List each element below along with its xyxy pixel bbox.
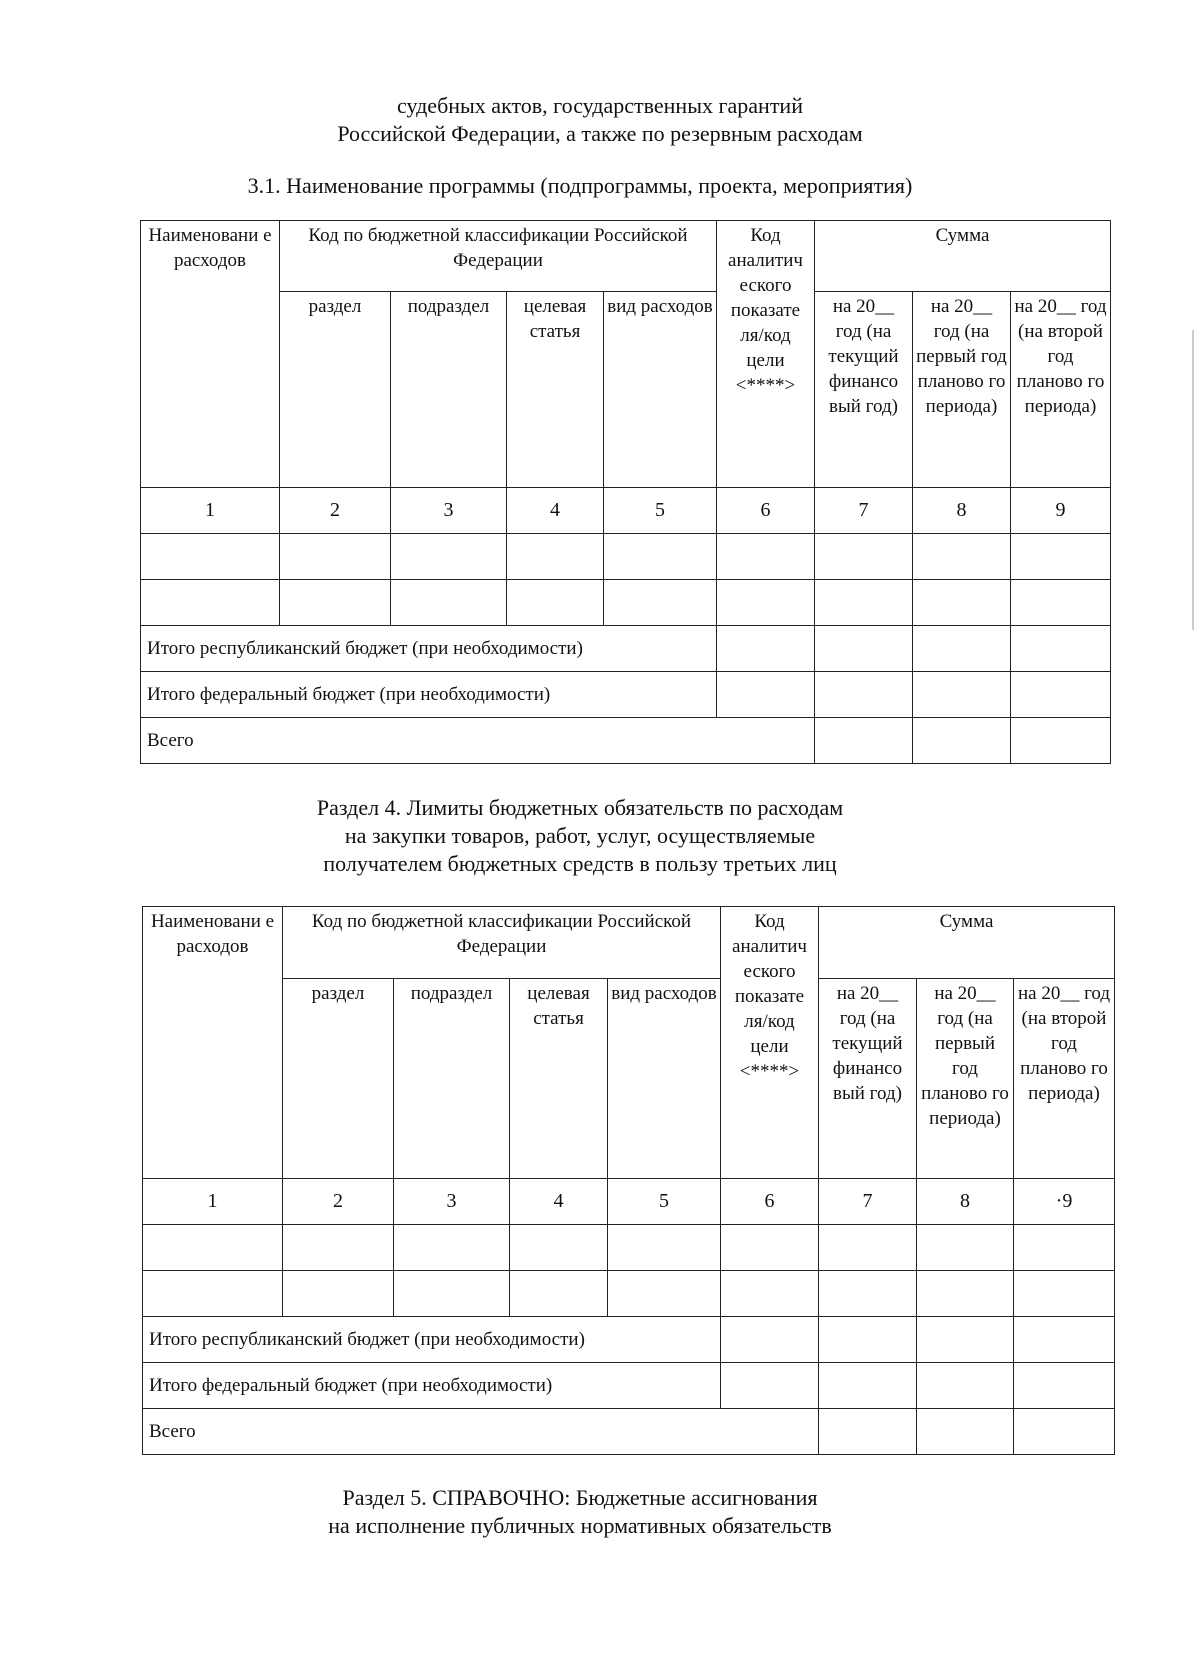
- header-bk-code: Код по бюджетной классификации Российской Федерации: [280, 221, 717, 292]
- column-number: 5: [608, 1179, 721, 1225]
- empty-cell: [913, 672, 1011, 718]
- total-row-all: [143, 1409, 1115, 1455]
- empty-cell: [917, 1363, 1014, 1409]
- empty-cell: [913, 718, 1011, 764]
- empty-cell: [913, 626, 1011, 672]
- empty-cell: [1014, 1363, 1115, 1409]
- section-3-1-title: 3.1. Наименование программы (подпрограммы, проекта, мероприятия): [247, 173, 913, 198]
- budget-table-section-3-1: [140, 220, 1111, 764]
- total-republic-label: Итого республиканский бюджет (при необходимости): [143, 1317, 721, 1363]
- empty-cell: [1011, 718, 1111, 764]
- column-number: 7: [819, 1179, 917, 1225]
- empty-cell: [717, 672, 815, 718]
- total-row-federal: [141, 672, 1111, 718]
- column-number: 9: [1011, 488, 1111, 534]
- empty-cell: [608, 1271, 721, 1317]
- header-celevaya-statya: целевая статья: [507, 292, 604, 488]
- empty-cell: [721, 1363, 819, 1409]
- header-vid-raskhodov: вид расходов: [604, 292, 717, 488]
- empty-cell: [917, 1317, 1014, 1363]
- section-4-title-line-3: получателем бюджетных средств в пользу третьих лиц: [323, 851, 837, 876]
- total-all-label: Всего: [143, 1409, 819, 1455]
- empty-cell: [913, 580, 1011, 626]
- header-analytic-code: Код аналитич еского показате ля/код цели <****>: [721, 907, 819, 1179]
- header-podrazdel: подраздел: [391, 292, 507, 488]
- empty-cell: [604, 580, 717, 626]
- empty-cell: [391, 580, 507, 626]
- empty-cell: [917, 1271, 1014, 1317]
- header-vid-raskhodov: вид расходов: [608, 979, 721, 1179]
- empty-cell: [1014, 1271, 1115, 1317]
- header-bk-code: Код по бюджетной классификации Российской Федерации: [283, 907, 721, 979]
- empty-cell: [510, 1271, 608, 1317]
- total-federal-label: Итого федеральный бюджет (при необходимости): [143, 1363, 721, 1409]
- empty-cell: [1014, 1225, 1115, 1271]
- empty-cell: [280, 534, 391, 580]
- empty-cell: [917, 1409, 1014, 1455]
- column-number: 2: [280, 488, 391, 534]
- empty-cell: [815, 580, 913, 626]
- empty-cell: [819, 1409, 917, 1455]
- empty-cell: [819, 1363, 917, 1409]
- total-all-label: Всего: [141, 718, 815, 764]
- column-number: 6: [721, 1179, 819, 1225]
- header-celevaya-statya: целевая статья: [510, 979, 608, 1179]
- column-number: 2: [283, 1179, 394, 1225]
- header-name: Наименовани е расходов: [141, 221, 280, 488]
- section-4-title-line-2: на закупки товаров, работ, услуг, осуществляемые: [344, 823, 816, 848]
- total-row-all: [141, 718, 1111, 764]
- empty-cell: [721, 1317, 819, 1363]
- empty-cell: [917, 1225, 1014, 1271]
- section-4-title-line-1: Раздел 4. Лимиты бюджетных обязательств по расходам: [316, 795, 844, 820]
- empty-cell: [815, 534, 913, 580]
- column-number: 3: [394, 1179, 510, 1225]
- column-number: 4: [510, 1179, 608, 1225]
- empty-cell: [913, 534, 1011, 580]
- budget-table-section-4: [142, 906, 1115, 1455]
- header-year-first-plan: на 20__ год (на первый год планово го периода): [917, 979, 1014, 1179]
- empty-cell: [608, 1225, 721, 1271]
- total-row-federal: [143, 1363, 1115, 1409]
- column-number: 1: [143, 1179, 283, 1225]
- empty-cell: [507, 580, 604, 626]
- empty-cell: [391, 534, 507, 580]
- empty-cell: [721, 1225, 819, 1271]
- empty-cell: [143, 1225, 283, 1271]
- section-5-title-line-1: Раздел 5. СПРАВОЧНО: Бюджетные ассигнования: [342, 1485, 818, 1510]
- header-name: Наименовани е расходов: [143, 907, 283, 1179]
- empty-cell: [717, 626, 815, 672]
- empty-cell: [280, 580, 391, 626]
- column-number: 8: [917, 1179, 1014, 1225]
- section-5-title-line-2: на исполнение публичных нормативных обязательств: [328, 1513, 832, 1538]
- empty-cell: [815, 718, 913, 764]
- empty-cell: [721, 1271, 819, 1317]
- empty-cell: [819, 1225, 917, 1271]
- header-podrazdel: подраздел: [394, 979, 510, 1179]
- empty-cell: [1011, 626, 1111, 672]
- header-analytic-code: Код аналитич еского показате ля/код цели <****>: [717, 221, 815, 488]
- header-year-current: на 20__ год (на текущий финансо вый год): [819, 979, 917, 1179]
- empty-cell: [283, 1225, 394, 1271]
- empty-cell: [717, 534, 815, 580]
- total-row-republic: [141, 626, 1111, 672]
- empty-cell: [1014, 1409, 1115, 1455]
- column-number: 4: [507, 488, 604, 534]
- column-numbers-row: [141, 488, 1111, 534]
- header-year-second-plan: на 20__ год (на второй год планово го периода): [1014, 979, 1115, 1179]
- column-number: 6: [717, 488, 815, 534]
- column-number: ·9: [1014, 1179, 1115, 1225]
- total-federal-label: Итого федеральный бюджет (при необходимости): [141, 672, 717, 718]
- table-row: [141, 580, 1111, 626]
- total-row-republic: [143, 1317, 1115, 1363]
- intro-line-1: судебных актов, государственных гарантий: [397, 93, 803, 118]
- empty-cell: [1011, 580, 1111, 626]
- empty-cell: [717, 580, 815, 626]
- column-number: 8: [913, 488, 1011, 534]
- header-sum: Сумма: [815, 221, 1111, 292]
- empty-cell: [510, 1225, 608, 1271]
- header-year-current: на 20__ год (на текущий финансо вый год): [815, 292, 913, 488]
- empty-cell: [394, 1225, 510, 1271]
- empty-cell: [394, 1271, 510, 1317]
- column-number: 1: [141, 488, 280, 534]
- empty-cell: [141, 580, 280, 626]
- total-republic-label: Итого республиканский бюджет (при необходимости): [141, 626, 717, 672]
- empty-cell: [815, 672, 913, 718]
- empty-cell: [819, 1271, 917, 1317]
- column-number: 5: [604, 488, 717, 534]
- table-row: [141, 534, 1111, 580]
- empty-cell: [143, 1271, 283, 1317]
- scan-edge-mark: [1192, 330, 1194, 630]
- empty-cell: [1011, 534, 1111, 580]
- empty-cell: [1011, 672, 1111, 718]
- empty-cell: [815, 626, 913, 672]
- empty-cell: [283, 1271, 394, 1317]
- empty-cell: [507, 534, 604, 580]
- column-numbers-row: [143, 1179, 1115, 1225]
- empty-cell: [819, 1317, 917, 1363]
- column-number: 3: [391, 488, 507, 534]
- table-row: [143, 1225, 1115, 1271]
- empty-cell: [141, 534, 280, 580]
- header-razdel: раздел: [283, 979, 394, 1179]
- empty-cell: [604, 534, 717, 580]
- column-number: 7: [815, 488, 913, 534]
- header-sum: Сумма: [819, 907, 1115, 979]
- intro-line-2: Российской Федерации, а также по резервным расходам: [337, 121, 863, 146]
- empty-cell: [1014, 1317, 1115, 1363]
- header-year-first-plan: на 20__ год (на первый год планово го периода): [913, 292, 1011, 488]
- header-razdel: раздел: [280, 292, 391, 488]
- table-row: [143, 1271, 1115, 1317]
- header-year-second-plan: на 20__ год (на второй год планово го периода): [1011, 292, 1111, 488]
